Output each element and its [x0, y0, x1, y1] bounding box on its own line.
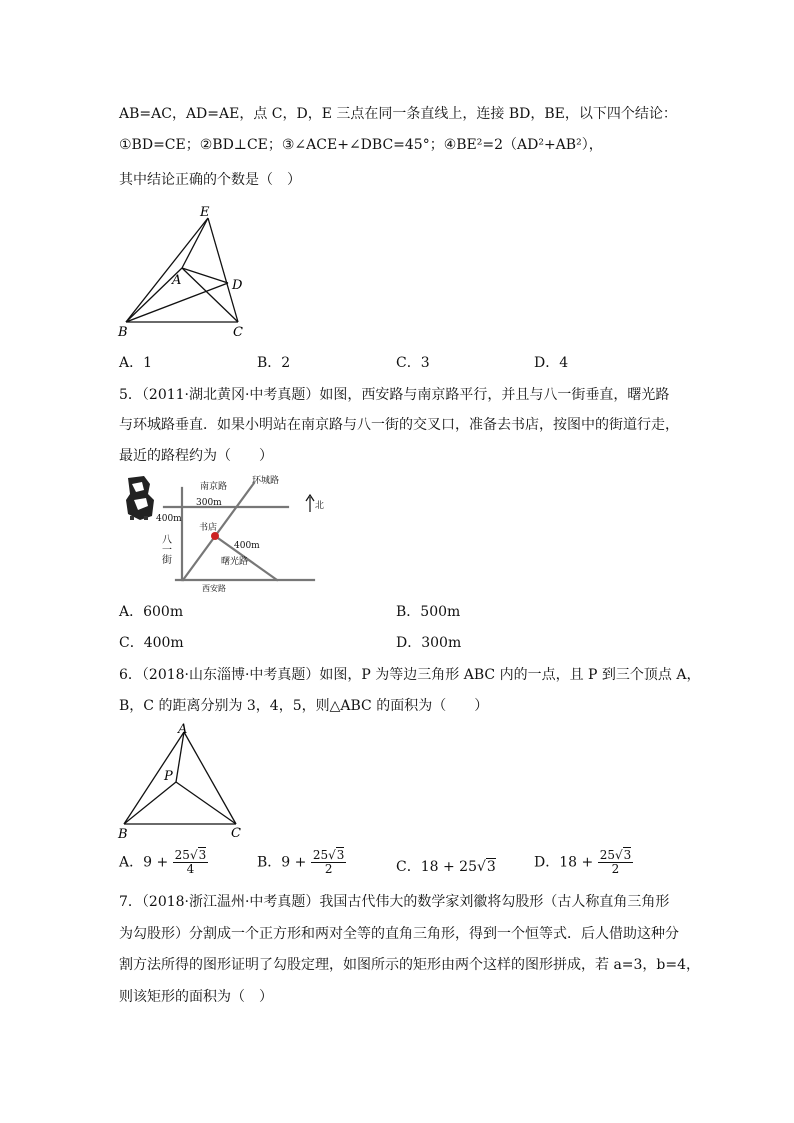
radicand: 3 — [486, 859, 496, 875]
q7-text-line-1: 7．（2018·浙江温州·中考真题）我国古代伟大的数学家刘徽将勾股形（古人称直角三角形 — [119, 894, 670, 910]
numerator-coef: 25 — [312, 848, 329, 862]
q4-option-b[interactable]: B．2 — [257, 355, 291, 371]
label-C: C — [233, 325, 243, 340]
label-north: 北 — [315, 501, 325, 511]
q5-option-c[interactable]: C．400m — [119, 635, 184, 651]
q5-option-d[interactable]: D．300m — [396, 635, 462, 651]
label-E: E — [200, 205, 210, 220]
label-A: A — [178, 722, 188, 737]
q4-text-line-2: ①BD=CE；②BD⊥CE；③∠ACE+∠DBC=45°；④BE²=2（AD²+AB²）， — [119, 137, 603, 153]
q7-text-line-2: 为勾股形）分割成一个正方形和两对全等的直角三角形，得到一个恒等式．后人借助这种分 — [119, 926, 679, 942]
person-illustration — [122, 476, 156, 520]
label-400m-b: 400m — [234, 541, 260, 551]
q6-option-a[interactable] — [119, 849, 208, 876]
label-P: P — [164, 769, 173, 784]
label-C: C — [231, 826, 241, 841]
option-term: 18 + 25 — [420, 859, 477, 875]
q6-text-line-2: B，C 的距离分别为 3，4，5，则△ABC 的面积为（ ） — [119, 698, 489, 714]
label-bayi-street: 八一街 — [159, 534, 171, 564]
q5-text-line-2: 与环城路垂直．如果小明站在南京路与八一街的交叉口，准备去书店，按图中的街道行走， — [119, 417, 679, 433]
radicand: 3 — [336, 848, 345, 862]
radicand: 3 — [623, 848, 632, 862]
q4-option-a[interactable]: A．1 — [119, 355, 153, 371]
option-letter: B． — [257, 854, 282, 871]
denominator: 2 — [324, 862, 333, 876]
label-B: B — [118, 325, 128, 340]
q6-figure — [114, 720, 254, 845]
fraction: $\frac{25√3}{2}$ — [599, 848, 632, 876]
option-term: 9 + — [143, 854, 173, 871]
label-xian-road: 西安路 — [202, 584, 226, 593]
label-A: A — [172, 273, 182, 288]
q7-text-line-3: 割方法所得的图形证明了勾股定理，如图所示的矩形由两个这样的图形拼成，若 a=3，b=4， — [119, 957, 701, 973]
fraction: $\frac{25√3}{2}$ — [312, 848, 345, 876]
q6-option-b[interactable] — [257, 849, 346, 876]
q6-option-d[interactable] — [534, 849, 633, 876]
option-letter: C． — [396, 859, 421, 875]
label-300m: 300m — [196, 498, 222, 508]
option-term: 9 + — [281, 854, 311, 871]
fraction: $\frac{25√3}{4}$ — [174, 848, 207, 876]
q5-map-figure — [118, 470, 328, 595]
label-400m-a: 400m — [156, 514, 182, 524]
denominator: 4 — [186, 862, 195, 876]
q4-option-d[interactable]: D．4 — [534, 355, 569, 371]
label-D: D — [232, 278, 243, 293]
numerator-coef: 25 — [174, 848, 190, 862]
q4-figure — [112, 200, 262, 340]
label-B: B — [118, 827, 128, 842]
q7-text-line-4: 则该矩形的面积为（ ） — [119, 989, 273, 1005]
q5-option-b[interactable]: B．500m — [396, 604, 461, 620]
label-bookstore: 书店 — [199, 523, 218, 533]
q5-text-line-3: 最近的路程约为（ ） — [119, 448, 273, 464]
q6-option-c[interactable]: C．18 + 25√3 — [396, 859, 496, 875]
radicand: 3 — [198, 848, 207, 862]
q4-text-line-3: 其中结论正确的个数是（ ） — [119, 172, 301, 188]
label-nanjing-road: 南京路 — [200, 482, 228, 492]
numerator-coef: 25 — [599, 848, 615, 862]
option-term: 18 + — [559, 854, 598, 871]
q5-text-line-1: 5．（2011·湖北黄冈·中考真题）如图，西安路与南京路平行，并且与八一街垂直，曙光路 — [119, 387, 670, 403]
label-huancheng-road: 环城路 — [252, 476, 280, 486]
label-shuguang-road: 曙光路 — [221, 557, 249, 567]
q4-text-line-1: AB=AC，AD=AE，点 C，D，E 三点在同一条直线上，连接 BD，BE，以下四个结论： — [119, 106, 677, 122]
option-letter: D． — [534, 854, 560, 871]
denominator: 2 — [611, 862, 620, 876]
q6-text-line-1: 6．（2018·山东淄博·中考真题）如图，P 为等边三角形 ABC 内的一点，且 P 到三个顶点 A， — [119, 667, 701, 683]
option-letter: A． — [119, 854, 144, 871]
q4-option-c[interactable]: C．3 — [396, 355, 430, 371]
q5-option-a[interactable]: A．600m — [119, 604, 184, 620]
